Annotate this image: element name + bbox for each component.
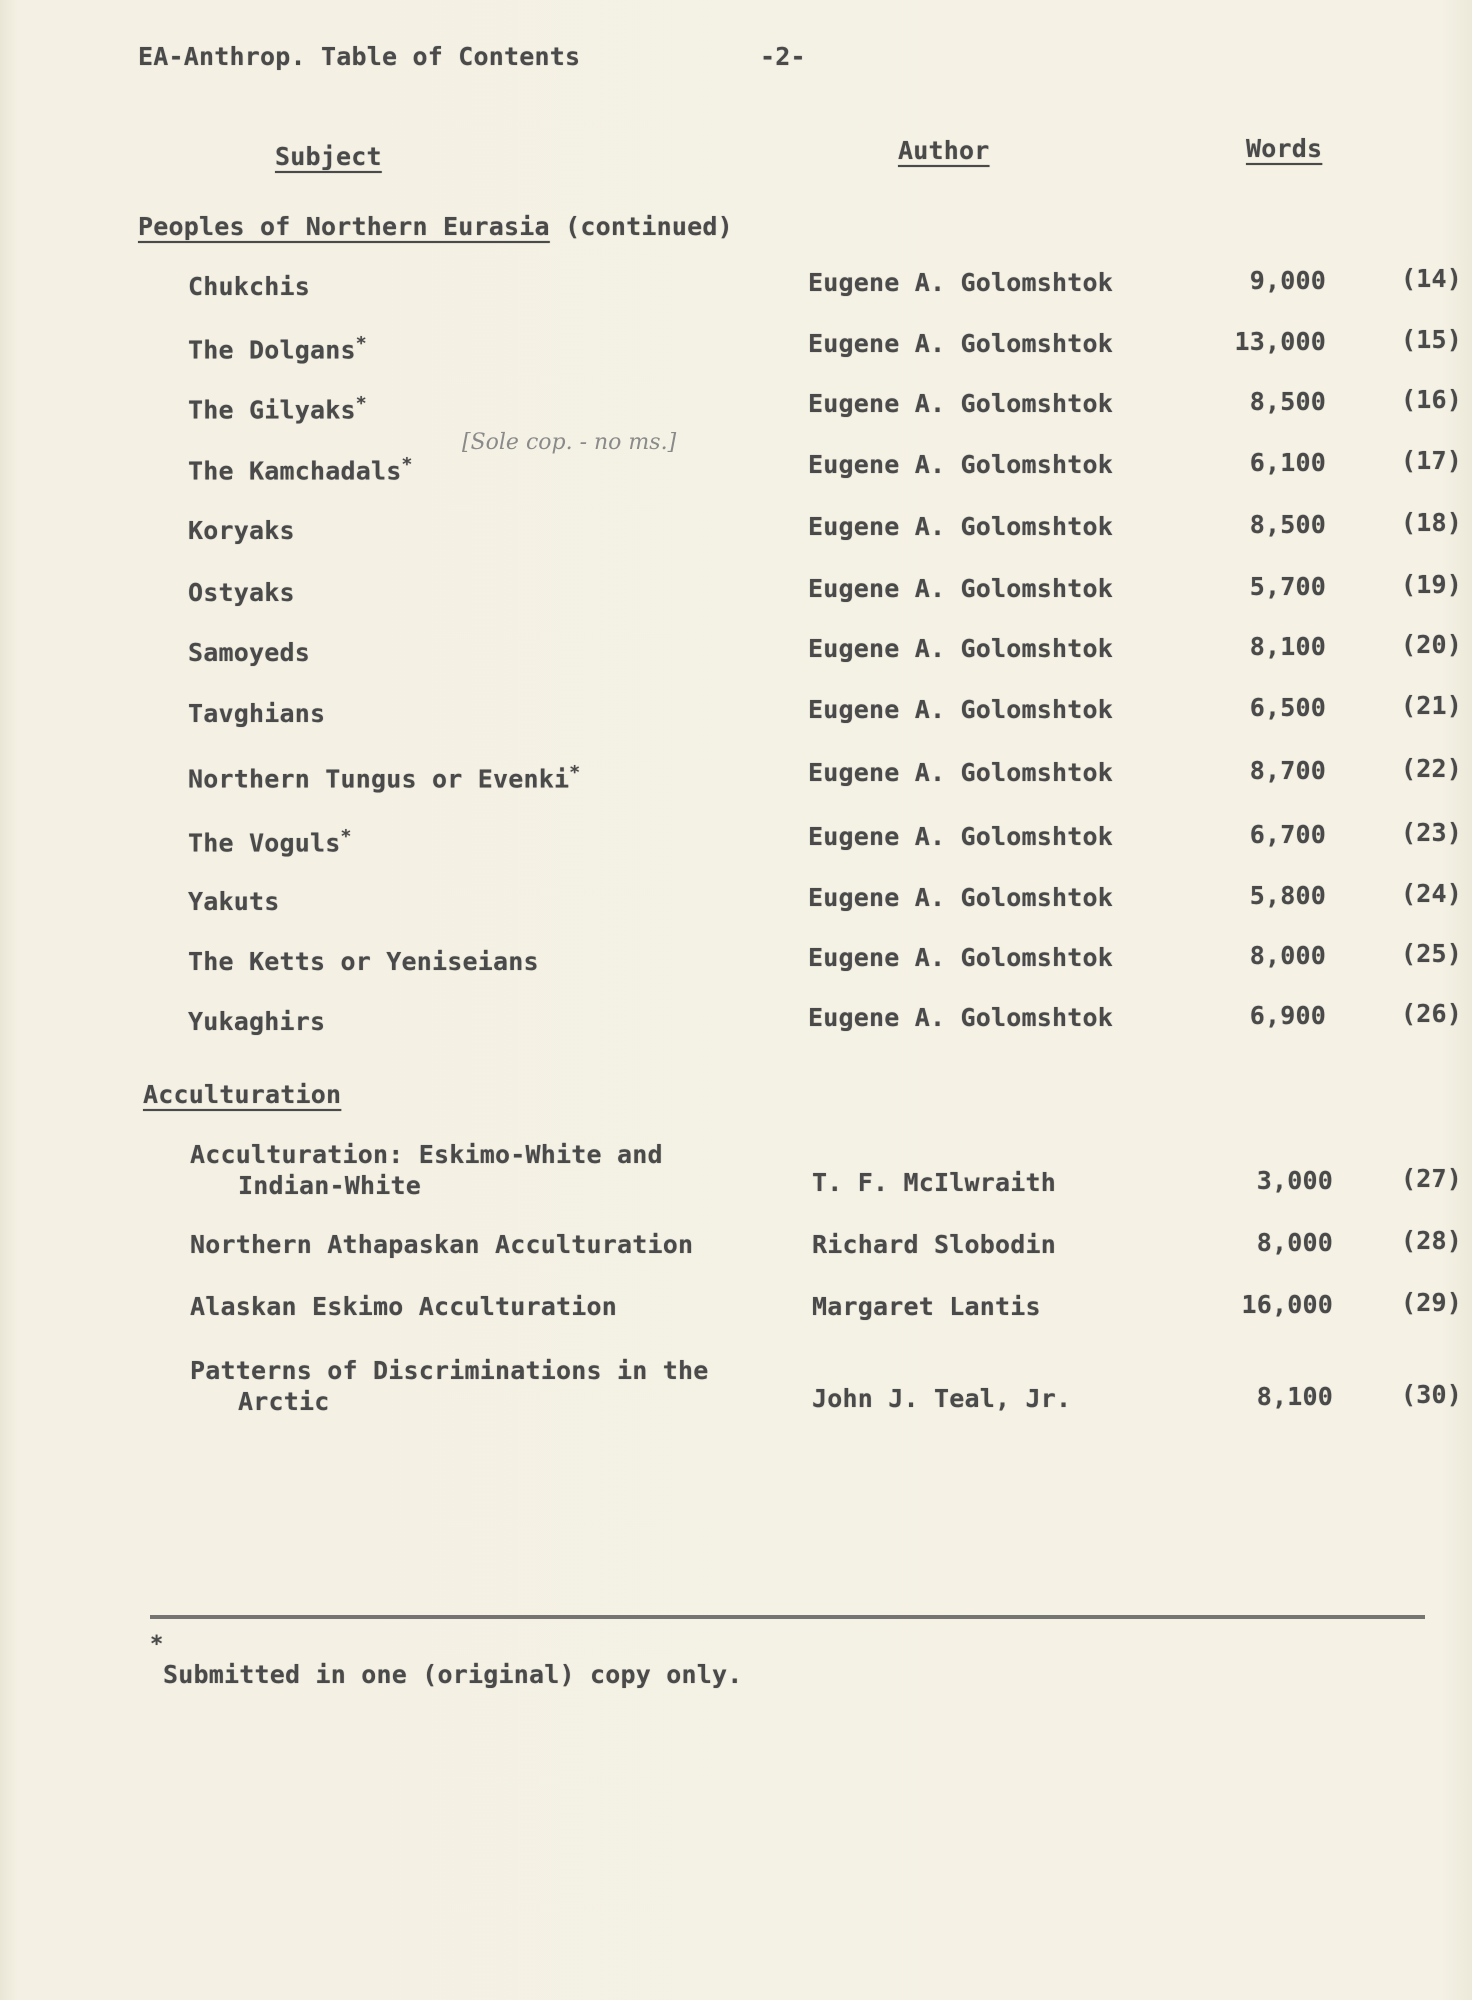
toc-word-count: 5,700 [1249, 572, 1326, 601]
section-title: Peoples of Northern Eurasia [138, 212, 550, 241]
toc-subject: Patterns of Discriminations in the [190, 1356, 709, 1385]
toc-word-count: 8,500 [1249, 387, 1326, 416]
toc-author: Eugene A. Golomshtok [808, 695, 1114, 724]
column-header-words: Words [1246, 134, 1323, 163]
toc-subject: The Gilyaks* [188, 393, 367, 425]
toc-subject: The Kamchadals* [188, 454, 413, 486]
toc-word-count: 8,500 [1249, 510, 1326, 539]
toc-word-count: 6,900 [1249, 1001, 1326, 1030]
toc-author: Eugene A. Golomshtok [808, 758, 1114, 787]
toc-item-number: (29) [1400, 1288, 1462, 1317]
toc-item-number: (24) [1400, 879, 1462, 908]
toc-subject: The Voguls* [188, 826, 352, 858]
asterisk-mark: * [340, 826, 352, 847]
toc-item-number: (28) [1400, 1226, 1462, 1255]
toc-word-count: 8,000 [1256, 1228, 1333, 1257]
section-heading-acculturation: Acculturation [143, 1080, 342, 1109]
toc-item-number: (25) [1400, 939, 1462, 968]
toc-author: Eugene A. Golomshtok [808, 329, 1114, 358]
asterisk-mark: * [355, 333, 367, 354]
footnote-mark: * [150, 1632, 164, 1657]
toc-word-count: 6,100 [1249, 448, 1326, 477]
handwritten-annotation: [Sole cop. - no ms.] [462, 430, 677, 455]
toc-item-number: (17) [1400, 446, 1462, 475]
toc-word-count: 5,800 [1249, 881, 1326, 910]
toc-subject: The Ketts or Yeniseians [188, 947, 539, 976]
toc-item-number: (21) [1400, 691, 1462, 720]
column-header-author: Author [898, 136, 990, 165]
toc-word-count: 13,000 [1234, 327, 1326, 356]
toc-item-number: (22) [1400, 754, 1462, 783]
toc-subject-continued: Arctic [238, 1387, 330, 1416]
toc-author: T. F. McIlwraith [812, 1168, 1057, 1197]
toc-author: Eugene A. Golomshtok [808, 943, 1114, 972]
toc-item-number: (14) [1400, 264, 1462, 293]
toc-author: Eugene A. Golomshtok [808, 268, 1114, 297]
toc-subject: Northern Tungus or Evenki* [188, 762, 581, 794]
toc-item-number: (19) [1400, 570, 1462, 599]
toc-author: Eugene A. Golomshtok [808, 389, 1114, 418]
toc-author: Eugene A. Golomshtok [808, 512, 1114, 541]
footnote-text: Submitted in one (original) copy only. [163, 1660, 743, 1689]
toc-author: John J. Teal, Jr. [812, 1384, 1072, 1413]
toc-word-count: 3,000 [1256, 1166, 1333, 1195]
toc-item-number: (27) [1400, 1164, 1462, 1193]
page-number: -2- [760, 42, 806, 71]
toc-author: Richard Slobodin [812, 1230, 1057, 1259]
toc-author: Eugene A. Golomshtok [808, 822, 1114, 851]
toc-item-number: (30) [1400, 1380, 1462, 1409]
toc-author: Eugene A. Golomshtok [808, 574, 1114, 603]
toc-subject: Northern Athapaskan Acculturation [190, 1230, 694, 1259]
toc-author: Eugene A. Golomshtok [808, 1003, 1114, 1032]
toc-author: Eugene A. Golomshtok [808, 450, 1114, 479]
toc-subject: Acculturation: Eskimo-White and [190, 1140, 663, 1169]
toc-item-number: (18) [1400, 508, 1462, 537]
toc-subject: Samoyeds [188, 638, 311, 667]
toc-subject: Alaskan Eskimo Acculturation [190, 1292, 618, 1321]
asterisk-mark: * [569, 762, 581, 783]
toc-word-count: 6,500 [1249, 693, 1326, 722]
toc-word-count: 8,100 [1249, 632, 1326, 661]
toc-item-number: (26) [1400, 999, 1462, 1028]
toc-subject: Chukchis [188, 272, 311, 301]
toc-word-count: 9,000 [1249, 266, 1326, 295]
toc-word-count: 16,000 [1241, 1290, 1333, 1319]
footnote-divider [150, 1615, 1425, 1619]
section-heading-eurasia [138, 212, 733, 241]
asterisk-mark: * [401, 454, 413, 475]
toc-subject: Ostyaks [188, 578, 295, 607]
toc-item-number: (16) [1400, 385, 1462, 414]
toc-author: Eugene A. Golomshtok [808, 634, 1114, 663]
toc-item-number: (20) [1400, 630, 1462, 659]
toc-author: Eugene A. Golomshtok [808, 883, 1114, 912]
toc-item-number: (23) [1400, 818, 1462, 847]
toc-word-count: 8,000 [1249, 941, 1326, 970]
toc-word-count: 6,700 [1249, 820, 1326, 849]
header-title: EA-Anthrop. Table of Contents [138, 42, 581, 71]
toc-subject: Yakuts [188, 887, 280, 916]
toc-subject-continued: Indian-White [238, 1171, 422, 1200]
toc-subject: Tavghians [188, 699, 326, 728]
toc-subject: The Dolgans* [188, 333, 367, 365]
asterisk-mark: * [355, 393, 367, 414]
toc-word-count: 8,100 [1256, 1382, 1333, 1411]
toc-subject: Koryaks [188, 516, 295, 545]
section-suffix: (continued) [565, 212, 733, 241]
toc-subject: Yukaghirs [188, 1007, 326, 1036]
column-header-subject: Subject [275, 142, 382, 171]
toc-word-count: 8,700 [1249, 756, 1326, 785]
toc-author: Margaret Lantis [812, 1292, 1041, 1321]
toc-item-number: (15) [1400, 325, 1462, 354]
